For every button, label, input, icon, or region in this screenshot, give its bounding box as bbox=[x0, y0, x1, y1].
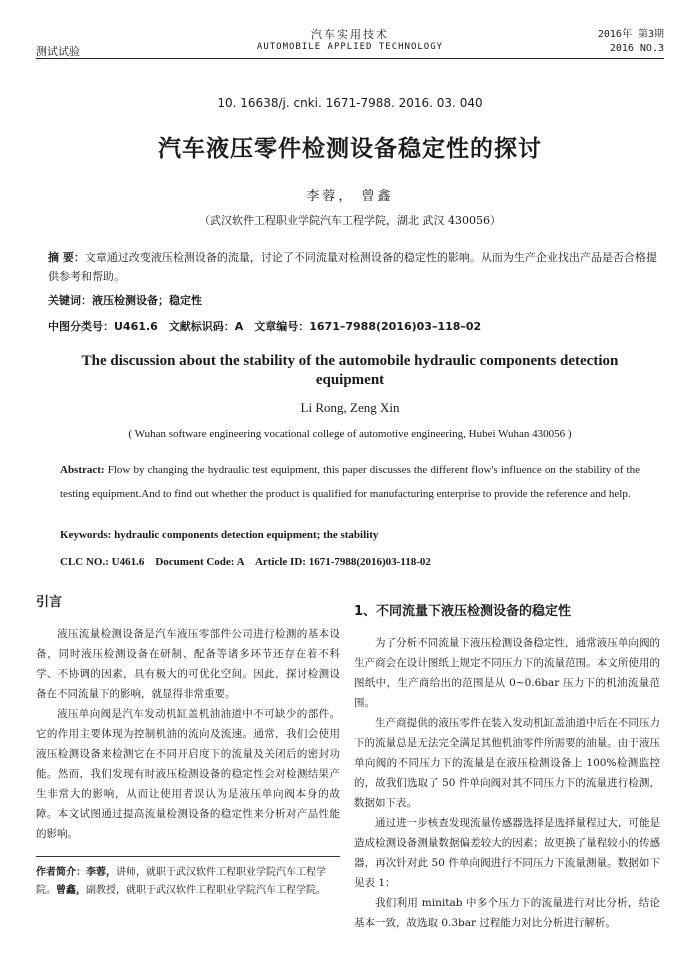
abstract-en-label: Abstract: bbox=[60, 464, 105, 476]
abstract-cn-label: 摘 要： bbox=[48, 251, 85, 264]
clc-en: CLC NO.: U461.6 Document Code: A Article ID: 1671-7988(2016)03-118-02 bbox=[60, 556, 431, 568]
footnote-label: 作者简介：李蓉， bbox=[36, 867, 116, 878]
paragraph: 通过进一步核查发现流量传感器选择是选择量程过大，可能是造成检测设备测量数据偏差较大的因素；故更换了量程较小的传感器，再次针对此 50 件单向阀进行不同压力下流量测量。数据如下见表 1： bbox=[354, 817, 660, 889]
footnote-text: 讲师，就职于武汉软件工程职业学院汽车工程学院。 bbox=[36, 867, 326, 896]
right-column bbox=[354, 600, 660, 933]
keywords-cn: 关键词：液压检测设备；稳定性 bbox=[48, 294, 202, 307]
left-column bbox=[36, 591, 340, 844]
footnote-label: 曾鑫， bbox=[56, 885, 86, 896]
section-heading-intro: 引言 bbox=[36, 595, 63, 610]
author-footnote bbox=[36, 864, 340, 900]
footnote-rule bbox=[36, 856, 340, 857]
affiliation-en: ( Wuhan software engineering vocational college of automotive engineering, Hubei Wuhan 430056 ) bbox=[128, 428, 572, 440]
keywords-en: Keywords: hydraulic components detection equipment; the stability bbox=[60, 529, 379, 541]
abstract-cn bbox=[48, 248, 658, 286]
section-label: 测试试验 bbox=[36, 45, 80, 58]
abstract-en-text: Flow by changing the hydraulic test equipment, this paper discusses the different flow's influence on the stability of the testing equipment.And to find out whether the product is qualified for manufacturing enterprise to provide the reference and help. bbox=[60, 464, 640, 500]
paragraph: 为了分析不同流量下液压检测设备稳定性，通常液压单向阀的生产商会在设计图纸上规定不同压力下的流量范围。本文所使用的图纸中，生产商给出的范围是从 0~0.6bar 压力下的机油流量范围。 bbox=[354, 637, 660, 709]
authors-cn: 李蓉， 曾鑫 bbox=[306, 189, 394, 204]
abstract-en bbox=[60, 458, 640, 506]
authors-en: Li Rong, Zeng Xin bbox=[300, 400, 400, 415]
doi: 10. 16638/j. cnki. 1671-7988. 2016. 03. 040 bbox=[217, 96, 483, 110]
title-en: The discussion about the stability of the automobile hydraulic components detection equipment bbox=[81, 353, 619, 388]
journal-name-cn: 汽车实用技术 bbox=[311, 28, 389, 41]
title-cn: 汽车液压零件检测设备稳定性的探讨 bbox=[158, 136, 542, 162]
abstract-cn-text: 文章通过改变液压检测设备的流量，讨论了不同流量对检测设备的稳定性的影响。从而为生产企业找出产品是否合格提供参考和帮助。 bbox=[48, 251, 657, 283]
footnote-text: 副教授，就职于武汉软件工程职业学院汽车工程学院。 bbox=[86, 885, 326, 896]
affiliation-cn: （武汉软件工程职业学院汽车工程学院，湖北 武汉 430056） bbox=[199, 214, 501, 227]
paragraph: 生产商提供的液压零件在装入发动机缸盖油道中后在不同压力下的流量总是无法完全满足其他机油零件所需要的油量。由于液压单向阀的不同压力下的流量是在液压检测设备上 100%检测监控的，故我们选取了 50 件单向阀对其不同压力下的流量进行检测，数据如下表。 bbox=[354, 717, 660, 809]
clc-cn: 中图分类号：U461.6 文献标识码：A 文章编号：1671–7988(2016)03–118–02 bbox=[48, 320, 482, 333]
paragraph: 液压单向阀是汽车发动机缸盖机油油道中不可缺少的部件。它的作用主要体现为控制机油的流向及流速。通常，我们会使用液压检测设备来检测它在不同开启度下的流量及关闭后的密封功能。然而，我们发现有时液压检测设备的稳定性会对检测结果产生非常大的影响，从而让使用者误认为是液压单向阀本身的故障。本文试图通过提高流量检测设备的稳定性来分析对产品性能的影响。 bbox=[36, 708, 340, 840]
header-rule bbox=[36, 58, 664, 59]
issue-cn: 2016年 第3期 bbox=[597, 29, 664, 40]
issue-info bbox=[598, 28, 664, 56]
issue-en: 2016 NO.3 bbox=[609, 43, 664, 54]
paragraph: 我们利用 minitab 中多个压力下的流量进行对比分析，结论基本一致，故选取 0.3bar 过程能力对比分析进行解析。 bbox=[354, 897, 660, 929]
paragraph: 液压流量检测设备是汽车液压零部件公司进行检测的基本设备，同时液压检测设备在研制、配备等诸多环节还存在着不科学、不协调的因素，具有极大的可优化空间。因此，探讨检测设备在不同流量下的影响，就显得非常重要。 bbox=[36, 628, 340, 700]
journal-name-en: AUTOMOBILE APPLIED TECHNOLOGY bbox=[256, 42, 444, 52]
section-heading-1: 1、不同流量下液压检测设备的稳定性 bbox=[354, 604, 572, 619]
journal-header bbox=[0, 28, 700, 54]
